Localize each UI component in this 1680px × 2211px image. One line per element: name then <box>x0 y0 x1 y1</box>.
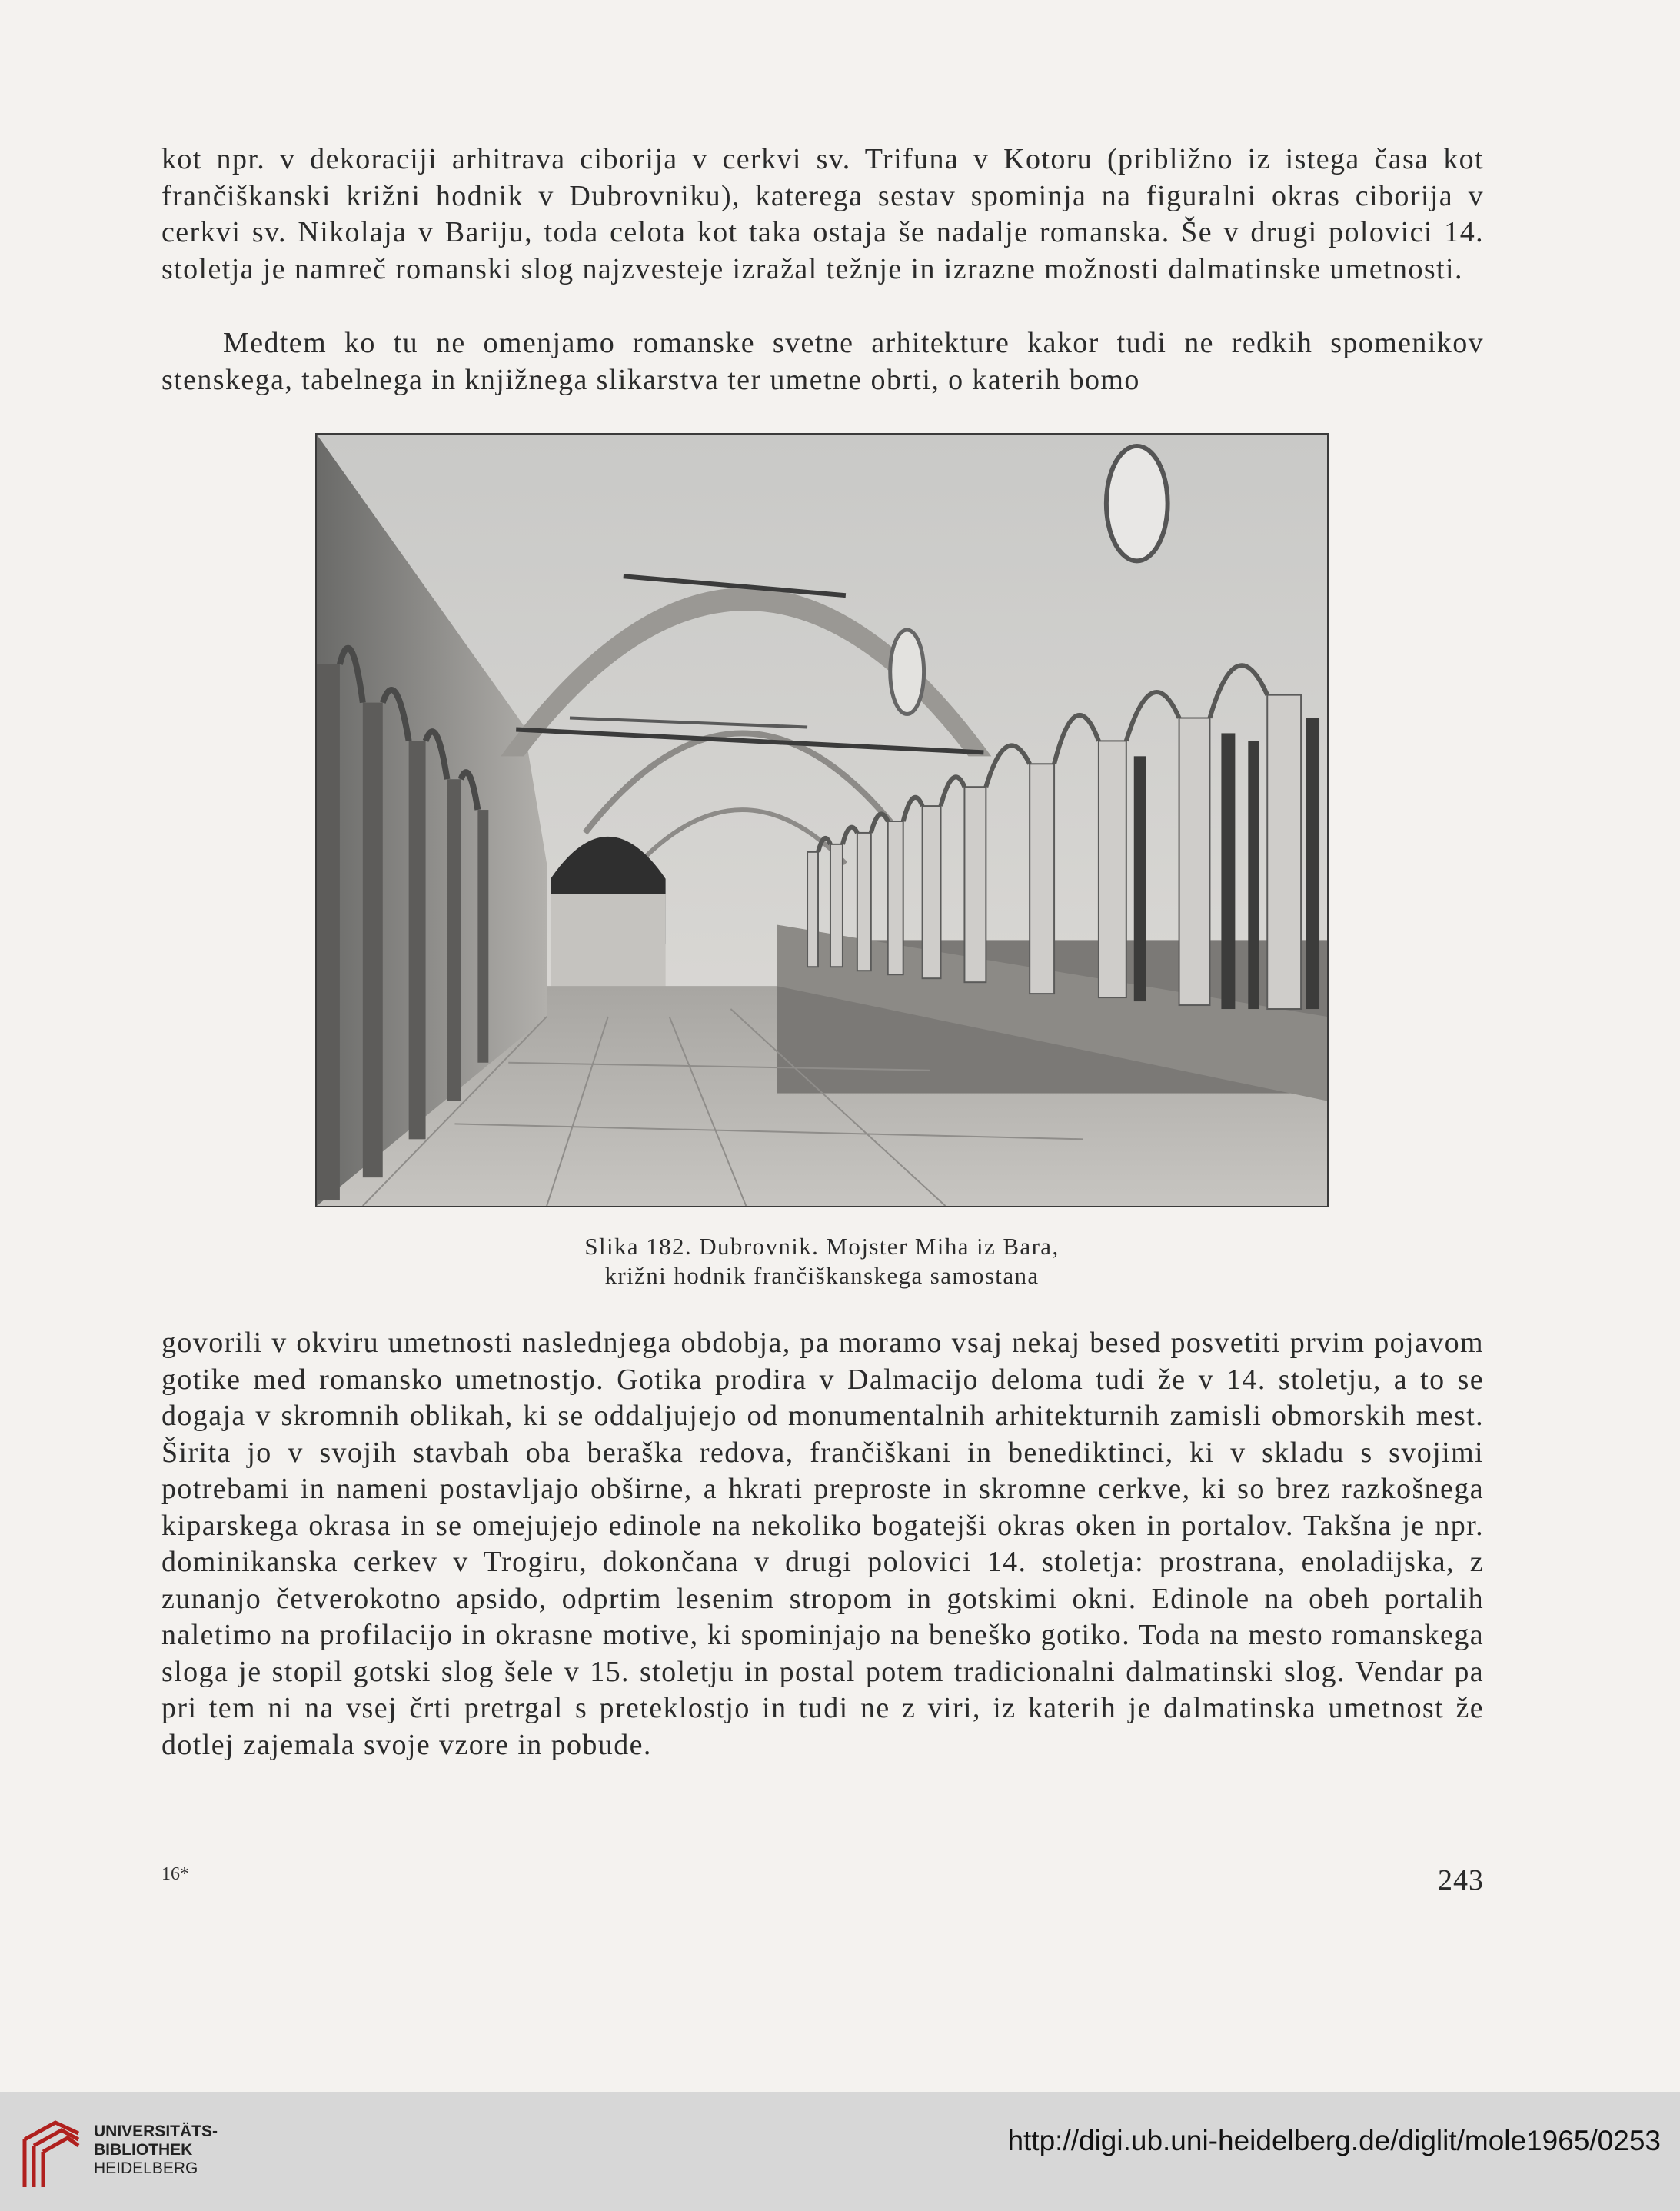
signature-mark: 16* <box>161 1864 189 1884</box>
source-url-link[interactable]: http://digi.ub.uni-heidelberg.de/diglit/mole1965/0253 <box>1007 2125 1661 2156</box>
paragraph-text: govorili v okviru umetnosti naslednjega obdobja, pa moramo vsaj nekaj besed posvetiti prvim pojavom gotike med romansko umetnostjo. Gotika prodira v Dalmacijo deloma tudi že v 14. stoletju, a to se dogaja v skromnih oblikah, ki se oddaljujejo od monumentalnih arhitekturnih zamisli obmorskih mest. Širita jo v svojih stavbah oba beraška redova, frančiškani in benediktinci, ki v skladu s svojimi potrebami in nameni postavljajo obširne, a hkrati preproste in skromne cerkve, ki so brez razkošnega kiparskega okrasa in se omejujejo edinole na nekoliko bogatejši okras oken in portalov. Takšna je npr. dominikanska cerkev v Trogiru, dokončana v drugi polovici 14. stoletja: prostrana, enoladijska, z zunanjo četverokotno apsido, odprtim lesenim stropom in gotskimi okni. Edinole na obeh portalih naletimo na profilacijo in okrasne motive, ki spominjajo na beneško gotiko. Toda na mesto romanskega sloga je stopil gotski slog šele v 15. stoletju in postal potem tradicionalni dalmatinski slog. Vendar pa pri tem ni na vsej črti pretrgal s preteklostjo in tudi ne z viri, iz katerih je dalmatinska umetnost že dotlej zajemala svoje vzore in pobude. <box>161 1327 1484 1761</box>
body-paragraph-1 <box>161 142 1484 288</box>
library-logo-text <box>94 2123 218 2178</box>
figure-caption-line-1: Slika 182. Dubrovnik. Mojster Miha iz Bara, <box>584 1233 1060 1260</box>
logo-line-1: UNIVERSITÄTS- <box>94 2123 218 2140</box>
paragraph-text: Medtem ko tu ne omenjamo romanske svetne arhitekture kakor tudi ne redkih spomenikov stenskega, tabelnega in knjižnega slikarstva ter umetne obrti, o katerih bomo <box>161 327 1484 396</box>
library-footer <box>0 2092 1680 2211</box>
figure-caption-line-2: križni hodnik frančiškanskega samostana <box>604 1262 1040 1289</box>
library-logo-icon <box>17 2116 83 2193</box>
logo-line-2: BIBLIOTHEK <box>94 2141 193 2159</box>
cloister-photograph <box>315 433 1329 1207</box>
body-paragraph-3 <box>161 1325 1484 1763</box>
logo-line-3: HEIDELBERG <box>94 2159 198 2177</box>
paragraph-text: kot npr. v dekoraciji arhitrava ciborija v cerkvi sv. Trifuna v Kotoru (približno iz istega časa kot frančiškanski križni hodnik v Dubrovniku), katerega sestav spominja na figuralni okras ciborija v cerkvi sv. Nikolaja v Bariju, toda celota kot taka ostaja še nadalje romanska. Še v drugi polovici 14. stoletja je namreč romanski slog najzvesteje izražal težnje in izrazne možnosti dalmatinske umetnosti. <box>161 143 1484 285</box>
page-number: 243 <box>1438 1864 1484 1896</box>
body-paragraph-2 <box>161 325 1484 398</box>
